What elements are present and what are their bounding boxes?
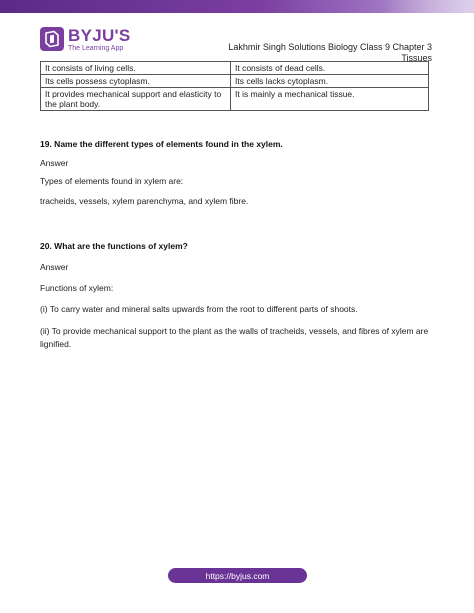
- table-cell: It consists of dead cells.: [231, 62, 429, 75]
- document-title-line1: Lakhmir Singh Solutions Biology Class 9 Chapter 3: [228, 42, 432, 52]
- answer-intro-19: Types of elements found in xylem are:: [40, 176, 184, 186]
- answer-label-20: Answer: [40, 262, 69, 272]
- top-banner: [0, 0, 474, 13]
- logo-tagline: The Learning App: [68, 44, 124, 52]
- table-cell: Its cells possess cytoplasm.: [41, 75, 231, 88]
- table-cell: It is mainly a mechanical tissue.: [231, 88, 429, 111]
- logo-name: BYJU'S: [68, 25, 131, 45]
- answer-point-20-1: (i) To carry water and mineral salts upwards from the root to different parts of shoots.: [40, 304, 358, 314]
- answer-label-19: Answer: [40, 158, 69, 168]
- footer-url-link[interactable]: https://byjus.com: [168, 568, 307, 583]
- table-row: [41, 75, 429, 88]
- table-cell: Its cells lacks cytoplasm.: [231, 75, 429, 88]
- document-title-line2: Tissues: [401, 53, 432, 63]
- table-cell: It consists of living cells.: [41, 62, 231, 75]
- byjus-logo-icon: [40, 27, 64, 51]
- question-19: 19. Name the different types of elements found in the xylem.: [40, 139, 283, 149]
- byjus-logo: [40, 25, 131, 53]
- answer-intro-20: Functions of xylem:: [40, 283, 114, 293]
- table-cell: It provides mechanical support and elasticity to the plant body.: [41, 88, 231, 111]
- top-banner-accent: [384, 0, 474, 13]
- answer-body-19: tracheids, vessels, xylem parenchyma, and xylem fibre.: [40, 196, 249, 206]
- answer-point-20-2: (ii) To provide mechanical support to the plant as the walls of tracheids, vessels, and fibres of xylem are lignified.: [40, 326, 429, 349]
- comparison-table: [40, 61, 429, 111]
- table-row: [41, 62, 429, 75]
- table-row: [41, 88, 429, 111]
- question-20: 20. What are the functions of xylem?: [40, 241, 188, 251]
